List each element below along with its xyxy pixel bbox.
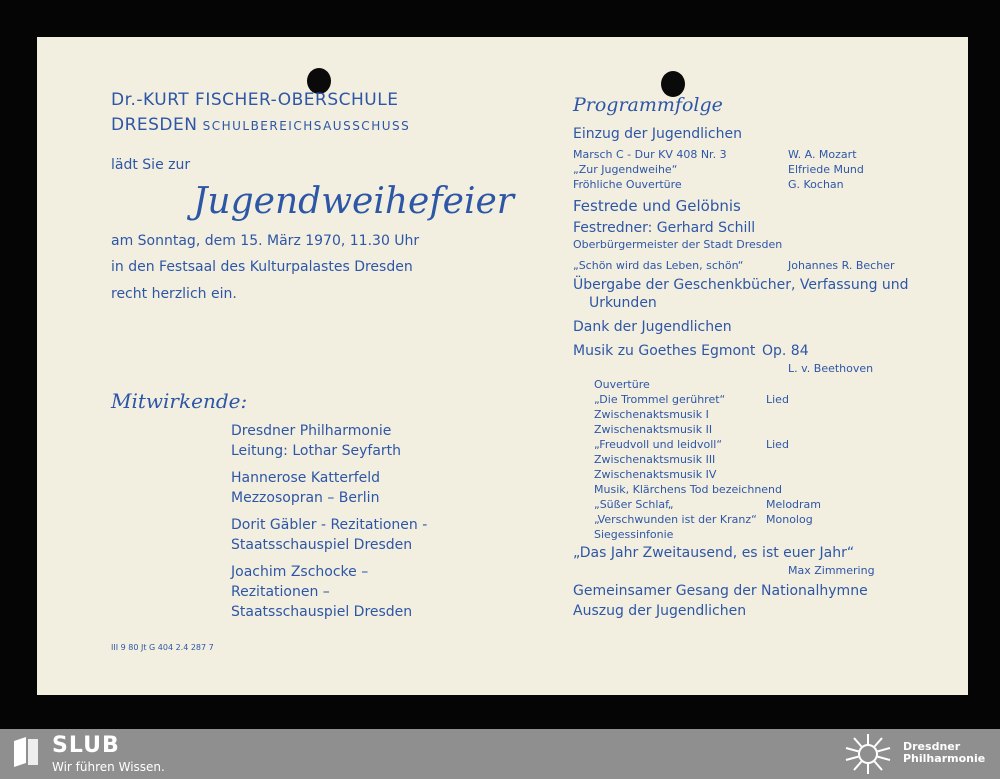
participant-line: Joachim Zschocke – (231, 564, 369, 580)
program-egmont-opus: Op. 84 (762, 343, 809, 359)
egmont-item-type: Lied (766, 393, 789, 406)
participant-line: Staatsschauspiel Dresden (231, 537, 413, 553)
egmont-item: Musik, Klärchens Tod bezeichnend (594, 483, 783, 496)
school-department: SCHULBEREICHSAUSSCHUSS (202, 119, 411, 133)
egmont-item-type: Melodram (766, 498, 822, 511)
egmont-item-type: Lied (766, 438, 789, 451)
partner-line1: Dresdner (903, 740, 961, 753)
program-egmont-composer: L. v. Beethoven (788, 362, 874, 375)
egmont-item: „Verschwunden ist der Kranz“ (594, 513, 757, 526)
egmont-item-type: Monolog (766, 513, 813, 526)
program-poem: „Das Jahr Zweitausend, es ist euer Jahr“ (573, 545, 855, 561)
egmont-item: Zwischenaktsmusik I (594, 408, 709, 421)
invitation-card (37, 37, 968, 695)
partner-line2: Philharmonie (903, 752, 986, 765)
egmont-item: Siegessinfonie (594, 528, 674, 541)
program-piece: Marsch C - Dur KV 408 Nr. 3 (573, 148, 727, 161)
invite-lead: lädt Sie zur (111, 157, 191, 173)
participant-line: Hannerose Katterfeld (231, 470, 381, 486)
participant-line: Mezzosopran – Berlin (231, 490, 380, 506)
program-author: G. Kochan (788, 178, 844, 191)
print-code: III 9 80 Jt G 404 2.4 287 7 (111, 643, 214, 652)
egmont-item: Zwischenaktsmusik IV (594, 468, 717, 481)
program-anthem: Gemeinsamer Gesang der Nationalhymne (573, 583, 868, 599)
egmont-item: Zwischenaktsmusik II (594, 423, 713, 436)
invite-date: am Sonntag, dem 15. März 1970, 11.30 Uhr (111, 233, 420, 249)
program-heading: Programmfolge (573, 94, 723, 116)
school-city: DRESDEN (111, 115, 198, 135)
participant-line: Dresdner Philharmonie (231, 423, 392, 439)
program-entry-title: Einzug der Jugendlichen (573, 126, 742, 142)
program-exit: Auszug der Jugendlichen (573, 603, 747, 619)
invite-place: in den Festsaal des Kulturpalastes Dresden (111, 259, 413, 275)
partner-name (903, 741, 993, 765)
participants-heading: Mitwirkende: (111, 389, 248, 413)
program-poem-author: Max Zimmering (788, 564, 875, 577)
program-egmont-title: Musik zu Goethes Egmont (573, 343, 756, 359)
egmont-item: „Freudvoll und leidvoll“ (594, 438, 723, 451)
program-piece: „Zur Jugendweihe“ (573, 163, 678, 176)
program-gifts: Übergabe der Geschenkbücher, Verfassung und (573, 277, 909, 293)
footer-bar (0, 729, 1000, 779)
sunburst-logo-icon (842, 732, 894, 776)
school-name: Dr.-KURT FISCHER-OBERSCHULE (111, 90, 399, 110)
school-location (111, 115, 410, 135)
participant-line: Rezitationen – (231, 584, 330, 600)
slub-tagline: Wir führen Wissen. (52, 760, 165, 774)
program-song: „Schön wird das Leben, schön“ (573, 259, 744, 272)
event-title: Jugendweihefeier (193, 181, 514, 222)
book-icon (12, 737, 40, 767)
program-speech-title: Festrede und Gelöbnis (573, 197, 741, 215)
program-piece: Fröhliche Ouvertüre (573, 178, 682, 191)
slub-name: SLUB (52, 733, 120, 758)
egmont-item: Zwischenaktsmusik III (594, 453, 716, 466)
program-speaker: Festredner: Gerhard Schill (573, 220, 756, 236)
egmont-item: „Süßer Schlaf„ (594, 498, 674, 511)
invite-closing: recht herzlich ein. (111, 286, 237, 302)
program-author: W. A. Mozart (788, 148, 857, 161)
participant-line: Staatsschauspiel Dresden (231, 604, 413, 620)
program-speaker-role: Oberbürgermeister der Stadt Dresden (573, 238, 783, 251)
program-author: Elfriede Mund (788, 163, 864, 176)
egmont-item: „Die Trommel gerühret“ (594, 393, 726, 406)
egmont-item: Ouvertüre (594, 378, 650, 391)
program-gifts-cont: Urkunden (589, 295, 657, 311)
program-song-author: Johannes R. Becher (788, 259, 895, 272)
program-thanks: Dank der Jugendlichen (573, 319, 732, 335)
participant-line: Dorit Gäbler - Rezitationen - (231, 517, 428, 533)
participant-line: Leitung: Lothar Seyfarth (231, 443, 402, 459)
